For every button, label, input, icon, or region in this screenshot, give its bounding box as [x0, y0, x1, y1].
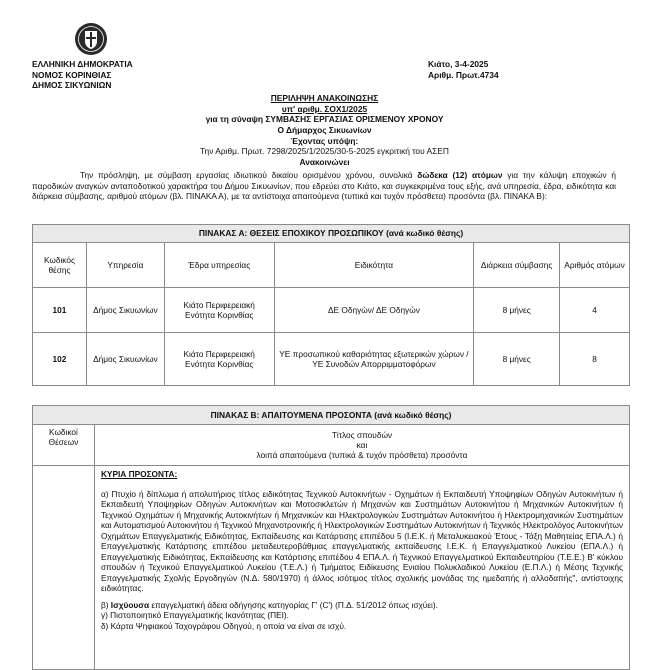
issuer-line-prefecture: ΝΟΜΟΣ ΚΟΡΙΝΘΙΑΣ [32, 69, 112, 80]
position-code: 101 [33, 288, 87, 333]
announcement-title-block [0, 93, 649, 168]
item-b-bold: Ισχύουσα [110, 599, 150, 610]
service-cell: Δήμος Σικυωνίων [86, 333, 164, 386]
qualification-item-a: α) Πτυχίο ή δίπλωμα ή απολυτήριος τίτλος ειδικότητας Τεχνικού Αυτοκινήτων - Οχημάτων ή Εκπαιδευτή Υποψηφίων Οδηγών Αυτοκινήτων ή Εκπαιδευτή Υποψηφίων Οδηγών Αυτοκινήτων και Μοτοσικλετών ή Μηχανών και Συστημάτων Αυτοκινήτου ή Μηχανικών Αυτοκινήτων ή Τεχνικού Οχημάτων ή Μηχανικής Αυτοκινήτων ή Μηχανικών και Ηλεκτρολογικών Συστημάτων Αυτοκινήτου ή Ηλεκτρομηχανικών Συστημάτων και Αυτοματισμού Αυτοκινήτου ή Τεχνικού Μηχανοτρονικής ή Ηλεκτρολογικών Συστημάτων Αυτοκινήτων ή Τεχνικός Ηλεκτρολόγος Αυτοκινήτων Οχημάτων Επαγγελματικής Ειδικότητας, Εκπαίδευσης και Κατάρτισης επιπέδου 5 (Ι.Ε.Κ. ή Μεταλυκειακού Έτους - Τάξη Μαθητείας ΕΠΑ.Λ.) ή Επαγγελματικής Κατάρτισης επιπέδου μεταδευτεροβάθμιας επαγγελματικής εκπαίδευσης Ι.Ε.Κ. ή Επαγγελματικού Λυκείου (ΕΠΑ.Λ.) ή Επαγγελματικής Ειδικότητας, Εκπαίδευσης και Κατάρτισης επιπέδου 4 ΕΠΑ.Λ. ή Τεχνικού Επαγγελματικού Εκπαιδευτηρίου (Τ.Ε.Ε.) Β' κύκλου σπουδών ή Τεχνικού Επαγγελματικού Λυκείου (Τ.Ε.Λ.) ή Τμήματος Ειδίκευσης Ενιαίου Πολυκλαδικού Λυκείου (Ε.Π.Λ.) ή Μέσης Τεχνικής Επαγγελματικής Σχολής Εργοδηγών (Ν.Δ. 580/1970) ή άλλος ισότιμος τίτλος σχολικής μονάδας της ημεδαπής ή αλλοδαπής", αντίστοιχης ειδικότητας. [100, 488, 623, 594]
main-qualifications-heading: ΚΥΡΙΑ ΠΡΟΣΟΝΤΑ: [100, 469, 178, 479]
headcount-cell: 4 [560, 288, 630, 333]
table-a-header-cell: Διάρκεια σύμβασης [474, 243, 560, 288]
specialty-cell: ΔΕ Οδηγών/ ΔΕ Οδηγών [274, 288, 474, 333]
table-a-header-cell: Αριθμός ατόμων [560, 243, 630, 288]
title-purpose: για τη σύναψη ΣΥΜΒΑΣΗΣ ΕΡΓΑΣΙΑΣ ΟΡΙΣΜΕΝΟΥ ΧΡΟΝΟΥ [205, 114, 444, 125]
table-b-body-row [33, 466, 630, 670]
headcount-cell: 8 [560, 333, 630, 386]
header-title-line-1: Τίτλος σπουδών [331, 429, 393, 440]
qualifications-cell [94, 466, 629, 670]
table-a-caption: ΠΙΝΑΚΑΣ Α: ΘΕΣΕΙΣ ΕΠΟΧΙΚΟΥ ΠΡΟΣΩΠΙΚΟΥ (ανά κωδικό θέσης) [33, 225, 630, 243]
title-approval: Την Αριθμ. Πρωτ. 7298/2025/1/2025/30-5-2025 εγκριτική του ΑΣΕΠ [200, 146, 449, 157]
seat-cell: Κιάτο Περιφερειακή Ενότητα Κορινθίας [164, 288, 274, 333]
table-a-header-cell: Υπηρεσία [86, 243, 164, 288]
item-b-prefix: β) [100, 599, 111, 610]
qualification-item-b [101, 600, 623, 611]
issuer-line-municipality: ΔΗΜΟΣ ΣΙΚΥΩΝΙΩΝ [32, 80, 112, 90]
issuer-block [32, 59, 133, 91]
intro-part-1: Την πρόσληψη, με σύμβαση εργασίας ιδιωτικού δικαίου ορισμένου χρόνου, συνολικά [80, 170, 418, 180]
table-a-header-cell: Ειδικότητα [274, 243, 474, 288]
table-b-header-title [94, 425, 629, 466]
table-a-header-cell: Κωδικός θέσης [33, 243, 87, 288]
table-b-header-code: Κωδικοί Θέσεων [33, 425, 95, 466]
table-b-code-cell [33, 466, 95, 670]
title-announces: Ανακοινώνει [299, 157, 350, 168]
specialty-cell: ΥΕ προσωπικού καθαριότητας εξωτερικών χώρων / ΥΕ Συνοδών Απορριμματοφόρων [274, 333, 474, 386]
table-b-header-row [33, 425, 630, 466]
item-b-rest: επαγγελματική άδεια οδήγησης κατηγορίας Γ' (C') (Π.Δ. 51/2012 όπως ισχύει). [149, 599, 438, 610]
table-a-header-cell: Έδρα υπηρεσίας [164, 243, 274, 288]
qualification-item-d: δ) Κάρτα Ψηφιακού Ταχογράφου Οδηγού, η οποία να είναι σε ισχύ. [100, 620, 347, 631]
title-summary: ΠΕΡΙΛΗΨΗ ΑΝΑΚΟΙΝΩΣΗΣ [270, 93, 379, 103]
intro-bold-count: δώδεκα (12) ατόμων [417, 170, 503, 180]
intro-paragraph [32, 170, 616, 202]
title-number: υπ' αριθμ. ΣΟΧ1/2025 [281, 103, 368, 114]
header-title-line-2: και [356, 439, 368, 450]
seat-cell: Κιάτο Περιφερειακή Ενότητα Κορινθίας [164, 333, 274, 386]
table-a-positions [32, 224, 630, 386]
table-row [33, 288, 630, 333]
duration-cell: 8 μήνες [474, 333, 560, 386]
qualification-item-c: γ) Πιστοποιητικό Επαγγελματικής Ικανότητας (ΠΕΙ). [100, 610, 289, 621]
intro-part-2: για την κάλυψη εποχικών ή παροδικών αναγκών ανταποδοτικού χαρακτήρα του Δήμου Σικυωνίων, που εδρεύει στο Κιάτο, και συγκεκριμένα τους εξής, ανά υπηρεσία, έδρα, ειδικότητα και διάρκεια σύμβασης, αριθμού ατόμων (βλ. ΠΙΝΑΚΑ Α), με τα αντίστοιχα απαιτούμενα (τυπικά και τυχόν πρόσθετα) προσόντα (βλ. ΠΙΝΑΚΑ Β): [32, 170, 616, 202]
title-mayor: Ο Δήμαρχος Σικυωνίων [277, 125, 372, 136]
table-b-caption: ΠΙΝΑΚΑΣ Β: ΑΠΑΙΤΟΥΜΕΝΑ ΠΡΟΣΟΝΤΑ (ανά κωδικό θέσης) [33, 406, 630, 425]
greek-coat-of-arms-icon [74, 22, 108, 56]
date-protocol-block [428, 59, 499, 80]
table-row [33, 333, 630, 386]
header-title-line-3: λοιπά απαιτούμενα (τυπικά & τυχόν πρόσθετα) προσόντα [256, 450, 468, 461]
duration-cell: 8 μήνες [474, 288, 560, 333]
title-considering: Έχοντας υπόψη: [290, 135, 359, 146]
issuer-line-country: ΕΛΛΗΝΙΚΗ ΔΗΜΟΚΡΑΤΙΑ [32, 59, 133, 69]
table-b-qualifications [32, 405, 630, 670]
position-code: 102 [33, 333, 87, 386]
protocol-number: Αριθμ. Πρωτ.4734 [428, 69, 499, 80]
table-a-header-row [33, 243, 630, 288]
place-date: Κιάτο, 3-4-2025 [428, 59, 489, 69]
service-cell: Δήμος Σικυωνίων [86, 288, 164, 333]
